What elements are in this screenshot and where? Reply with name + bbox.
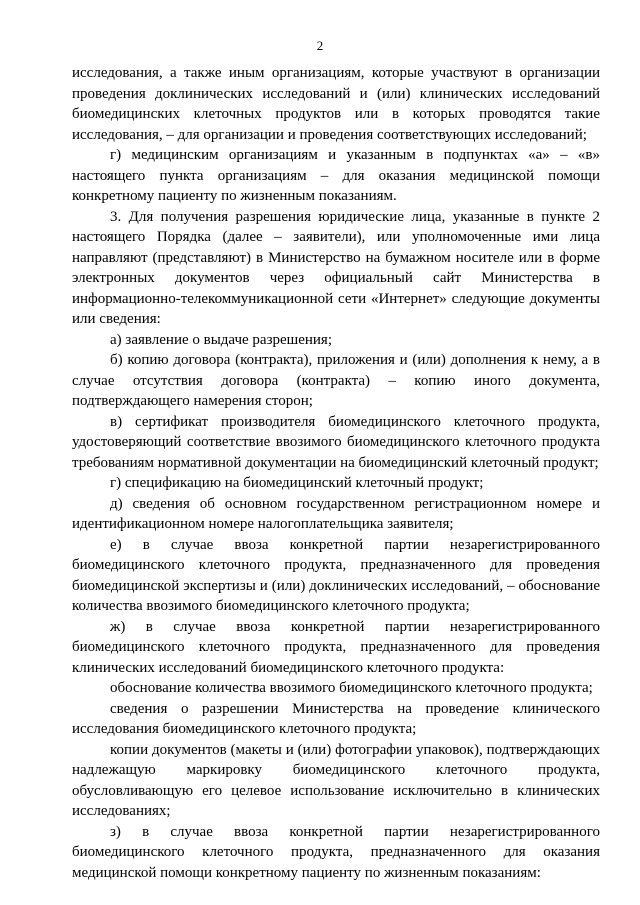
paragraph-clause-3: 3. Для получения разрешения юридические лица, указанные в пункте 2 настоящего Порядка (далее – заявители), или уполномоченные ими лица направляют (представляют) в Министерство на бумажном носителе или в форме электронных документов через официальный сайт Министерства в информационно-телекоммуникационной сети «Интернет» следующие документы или сведения: bbox=[72, 208, 600, 327]
paragraph-zh-justification: обоснование количества ввозимого биомедицинского клеточного продукта; bbox=[110, 680, 593, 696]
paragraph-item-zh: ж) в случае ввоза конкретной партии незарегистрированного биомедицинского клеточного продукта, предназначенного для проведения клинических исследований биомедицинского клеточного продукта: bbox=[72, 618, 600, 676]
paragraph-item-g2: г) спецификацию на биомедицинский клеточный продукт; bbox=[110, 475, 484, 491]
paragraph-item-d: д) сведения об основном государственном регистрационном номере и идентификационном номере налогоплательщика заявителя; bbox=[72, 495, 600, 532]
paragraph-continuation: исследования, а также иным организациям, которые участвуют в организации проведения доклинических исследований и (или) клинических исследований биомедицинских клеточных продуктов или в которых проводятся такие исследования, – для организации и проведения соответствующих исследований; bbox=[72, 65, 600, 143]
paragraph-zh-permission: сведения о разрешении Министерства на проведение клинического исследования биомедицинского клеточного продукта; bbox=[72, 700, 600, 737]
paragraph-zh-labeling: копии документов (макеты и (или) фотографии упаковок), подтверждающих надлежащую маркировку биомедицинского клеточного продукта, обусловливающую его целевое использование исключительно в клинических исследованиях; bbox=[72, 741, 600, 819]
paragraph-item-v: в) сертификат производителя биомедицинского клеточного продукта, удостоверяющий соответствие ввозимого биомедицинского клеточного продукта требованиям нормативной документации на биомедицинский клеточный продукт; bbox=[72, 413, 600, 471]
paragraph-item-e: е) в случае ввоза конкретной партии незарегистрированного биомедицинского клеточного продукта, предназначенного для проведения биомедицинской экспертизы и (или) доклинических исследований, – обоснование количества ввозимого биомедицинского клеточного продукта; bbox=[72, 536, 600, 614]
page-number: 2 bbox=[316, 38, 324, 53]
paragraph-item-a: а) заявление о выдаче разрешения; bbox=[110, 331, 332, 348]
document-body bbox=[72, 63, 600, 883]
paragraph-item-b: б) копию договора (контракта), приложения и (или) дополнения к нему, а в случае отсутствия договора (контракта) – копию иного документа, подтверждающего намерения сторон; bbox=[72, 352, 600, 409]
paragraph-item-g: г) медицинским организациям и указанным в подпунктах «а» – «в» настоящего пункта организациям – для оказания медицинской помощи конкретному пациенту по жизненным показаниям. bbox=[72, 147, 600, 204]
paragraph-item-z: з) в случае ввоза конкретной партии незарегистрированного биомедицинского клеточного продукта, предназначенного для оказания медицинской помощи конкретному пациенту по жизненным показаниям: bbox=[72, 823, 600, 881]
